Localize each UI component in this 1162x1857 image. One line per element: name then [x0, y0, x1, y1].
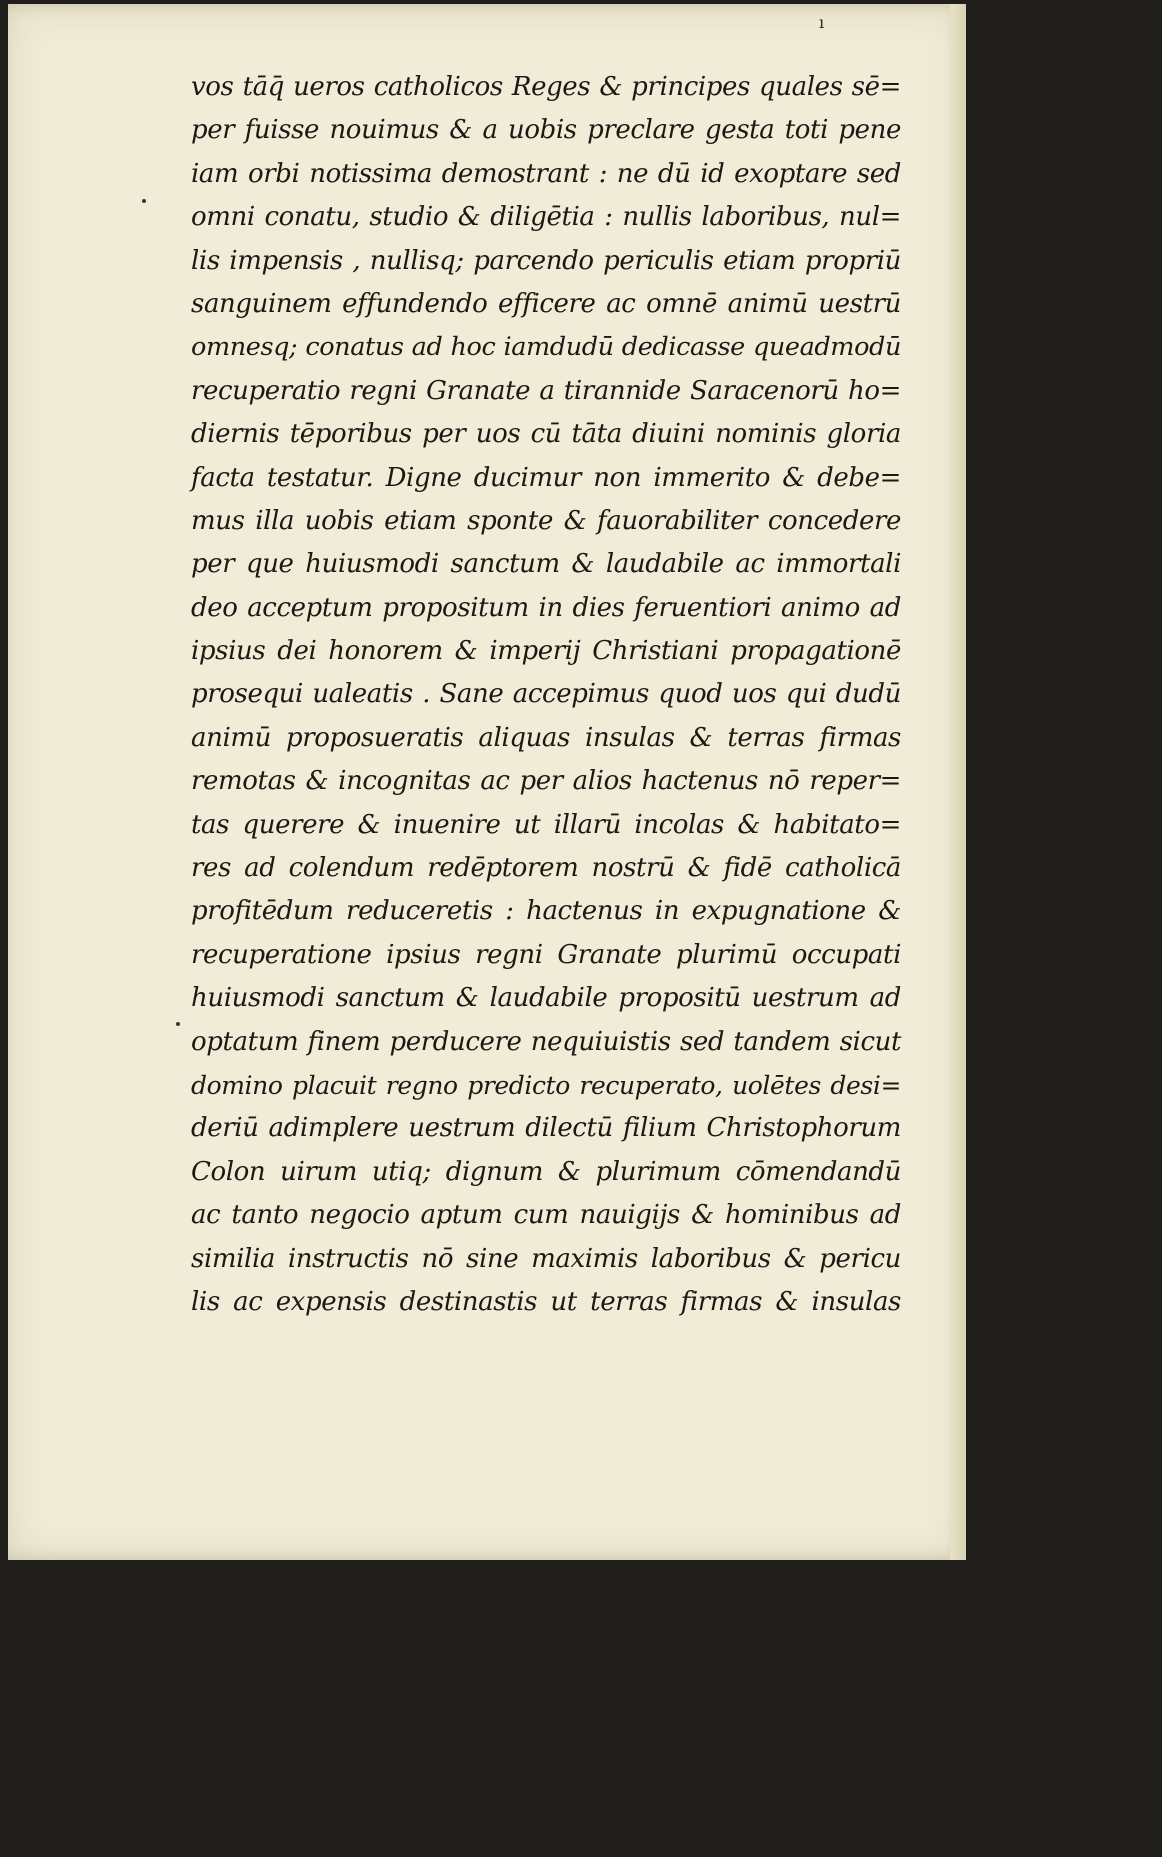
text-line: ipsius dei honorem & imperij Christiani propagationē	[191, 636, 901, 667]
page-edge	[950, 4, 966, 1560]
text-block	[191, 66, 901, 1324]
folio-mark: ı	[819, 13, 825, 32]
text-line: similia instructis nō sine maximis laboribus & pericu	[191, 1243, 901, 1274]
book-page	[8, 4, 966, 1560]
margin-mark	[176, 1022, 180, 1026]
margin-mark	[142, 199, 146, 203]
text-line: huiusmodi sanctum & laudabile propositū uestrum ad	[191, 983, 901, 1014]
text-line: iam orbi notissima demostrant : ne dū id exoptare sed	[191, 158, 901, 189]
text-line: facta testatur. Digne ducimur non immerito & debe=	[191, 462, 901, 493]
text-line: per fuisse nouimus & a uobis preclare gesta toti pene	[191, 115, 901, 146]
text-line: ac tanto negocio aptum cum nauigijs & hominibus ad	[191, 1200, 901, 1231]
text-line: res ad colendum redēptorem nostrū & fidē catholicā	[191, 853, 901, 884]
text-line: lis ac expensis destinastis ut terras firmas & insulas	[191, 1286, 901, 1317]
text-line: sanguinem effundendo efficere ac omnē animū uestrū	[191, 288, 901, 319]
text-line: profitēdum reduceretis : hactenus in expugnatione &	[191, 896, 901, 927]
text-line: domino placuit regno predicto recuperato, uolētes desi=	[191, 1070, 901, 1100]
text-line: omni conatu, studio & diligētia : nullis laboribus, nul=	[191, 202, 901, 233]
text-line: prosequi ualeatis . Sane accepimus quod uos qui dudū	[191, 679, 901, 710]
text-line: recuperatio regni Granate a tirannide Saracenorū ho=	[191, 375, 901, 406]
text-line: Colon uirum utiq; dignum & plurimum cōmendandū	[191, 1156, 901, 1187]
text-line: optatum finem perducere nequiuistis sed tandem sicut	[191, 1026, 901, 1057]
text-line: omnesq; conatus ad hoc iamdudū dedicasse queadmodū	[191, 332, 901, 363]
text-line: tas querere & inuenire ut illarū incolas & habitato=	[191, 809, 901, 840]
text-line: deo acceptum propositum in dies feruentiori animo ad	[191, 592, 901, 623]
text-line: remotas & incognitas ac per alios hactenus nō reper=	[191, 766, 901, 797]
text-line: diernis tēporibus per uos cū tāta diuini nominis gloria	[191, 419, 901, 450]
text-line: animū proposueratis aliquas insulas & terras firmas	[191, 722, 901, 753]
text-line: deriū adimplere uestrum dilectū filium Christophorum	[191, 1113, 901, 1144]
text-line: mus illa uobis etiam sponte & fauorabiliter concedere	[191, 505, 901, 536]
text-line: per que huiusmodi sanctum & laudabile ac immortali	[191, 549, 901, 580]
text-line: vos tāq̄ ueros catholicos Reges & principes quales sē=	[191, 72, 901, 102]
text-line: recuperatione ipsius regni Granate plurimū occupati	[191, 939, 901, 970]
text-line: lis impensis , nullisq; parcendo periculis etiam propriū	[191, 245, 901, 276]
